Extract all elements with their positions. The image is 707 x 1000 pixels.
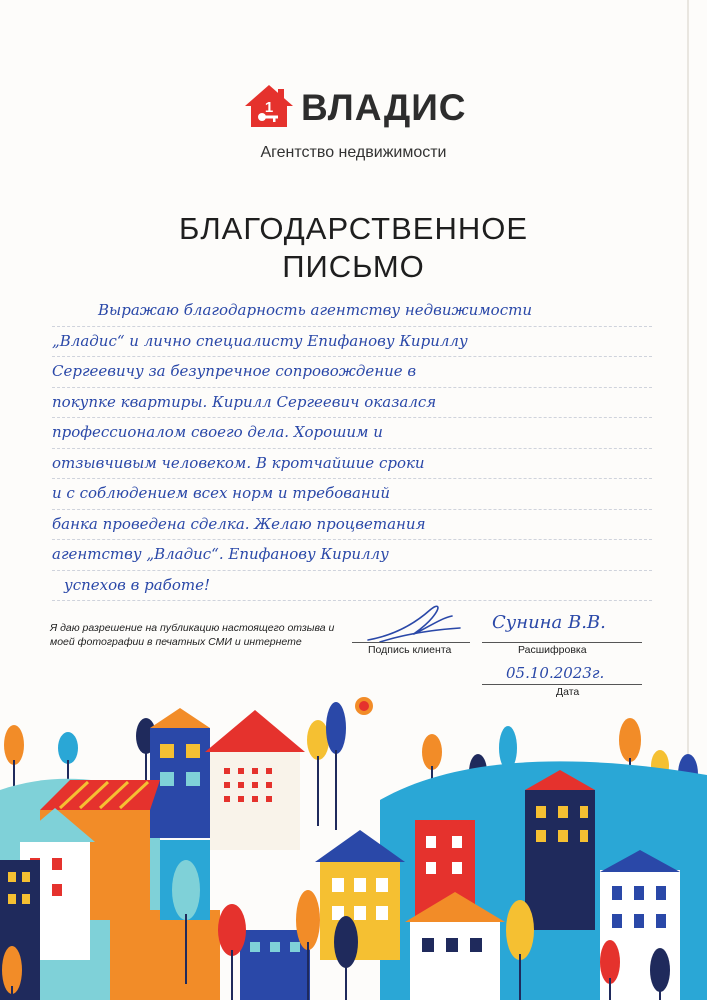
brand-logo bbox=[244, 84, 467, 128]
handwritten-line: и с соблюдением всех норм и требований bbox=[52, 479, 652, 510]
decryption-value: Сунина В.В. bbox=[492, 612, 606, 633]
title-line-2: ПИСЬМО bbox=[282, 249, 425, 284]
brand-tagline: Агентство недвижимости bbox=[260, 144, 447, 161]
signature-label: Подпись клиента bbox=[368, 644, 452, 656]
handwritten-line: успехов в работе! bbox=[52, 571, 652, 602]
brand-name: ВЛАДИС bbox=[301, 87, 467, 128]
handwritten-testimonial bbox=[52, 296, 652, 601]
client-signature bbox=[360, 598, 470, 648]
handwritten-line: покупке квартиры. Кирилл Сергеевич оказался bbox=[52, 388, 652, 419]
date-label: Дата bbox=[556, 686, 580, 698]
signature-line bbox=[352, 642, 470, 643]
consent-text: Я даю разрешение на публикацию настоящего отзыва и моей фотографии в печатных СМИ и интернете bbox=[50, 622, 335, 648]
decryption-line bbox=[482, 642, 642, 643]
date-value: 05.10.2023г. bbox=[506, 664, 605, 682]
handwritten-line: „Владис“ и лично специалисту Епифанову Кириллу bbox=[52, 327, 652, 358]
decryption-label: Расшифровка bbox=[518, 644, 587, 656]
handwritten-line: Сергеевичу за безупречное сопровождение в bbox=[52, 357, 652, 388]
handwritten-line: Выражаю благодарность агентству недвижимости bbox=[52, 296, 652, 327]
letter-title bbox=[0, 210, 707, 286]
house-key-icon bbox=[244, 84, 294, 128]
logo-digit: 1 bbox=[264, 99, 274, 116]
handwritten-line: профессионалом своего дела. Хорошим и bbox=[52, 418, 652, 449]
handwritten-line: агентству „Владис“. Епифанову Кириллу bbox=[52, 540, 652, 571]
title-line-1: БЛАГОДАРСТВЕННОЕ bbox=[178, 211, 529, 246]
handwritten-line: банка проведена сделка. Желаю процветания bbox=[52, 510, 652, 541]
town-illustration bbox=[0, 680, 707, 1000]
handwritten-line: отзывчивым человеком. В кротчайшие сроки bbox=[52, 449, 652, 480]
